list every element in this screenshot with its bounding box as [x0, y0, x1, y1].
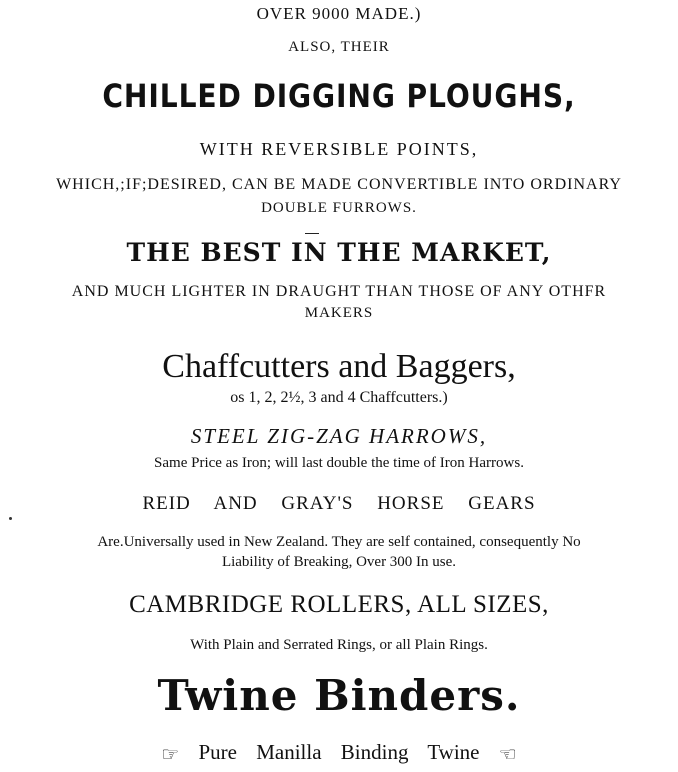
twine-binders-heading: Twine Binders.	[157, 671, 521, 720]
harrows-price-line: Same Price as Iron; will last double the time of Iron Harrows.	[154, 455, 524, 471]
print-speck	[9, 517, 12, 520]
binding-twine-text: Pure Manilla Binding Twine	[198, 740, 480, 764]
horse-gears-heading: REID AND GRAY'S HORSE GEARS	[142, 493, 536, 514]
makers-line: MAKERS	[304, 305, 374, 321]
ploughs-heading: CHILLED DIGGING PLOUGHS,	[102, 77, 576, 115]
pointing-hand-right-icon: ☞	[161, 744, 180, 766]
rollers-heading: CAMBRIDGE ROLLERS, ALL SIZES,	[129, 591, 549, 618]
chaffcutter-sizes-line: os 1, 2, 2½, 3 and 4 Chaffcutters.)	[230, 389, 448, 406]
gears-usage-line: Are.Universally used in New Zealand. They are self contained, consequently No	[97, 534, 581, 550]
also-their-line: ALSO, THEIR	[288, 39, 390, 55]
reversible-points-line: WITH REVERSIBLE POINTS,	[199, 139, 479, 159]
chaffcutters-heading: Chaffcutters and Baggers,	[162, 348, 516, 385]
divider-rule	[305, 233, 319, 234]
rollers-rings-line: With Plain and Serrated Rings, or all Plain Rings.	[190, 637, 488, 653]
double-furrows-line: DOUBLE FURROWS.	[261, 200, 417, 216]
harrows-heading: STEEL ZIG-ZAG HARROWS,	[190, 424, 488, 448]
pointing-hand-left-icon: ☜	[498, 744, 517, 766]
binding-twine-line	[0, 742, 678, 765]
made-count-line: OVER 9000 MADE.)	[256, 4, 422, 23]
lighter-draught-line: AND MUCH LIGHTER IN DRAUGHT THAN THOSE OF ANY OTHFR	[71, 283, 607, 300]
gears-breaking-line: Liability of Breaking, Over 300 In use.	[221, 554, 457, 570]
best-in-market-heading: THE BEST IN THE MARKET,	[126, 238, 552, 267]
convertible-line: WHICH,;IF;DESIRED, CAN BE MADE CONVERTIBLE INTO ORDINARY	[56, 176, 622, 193]
